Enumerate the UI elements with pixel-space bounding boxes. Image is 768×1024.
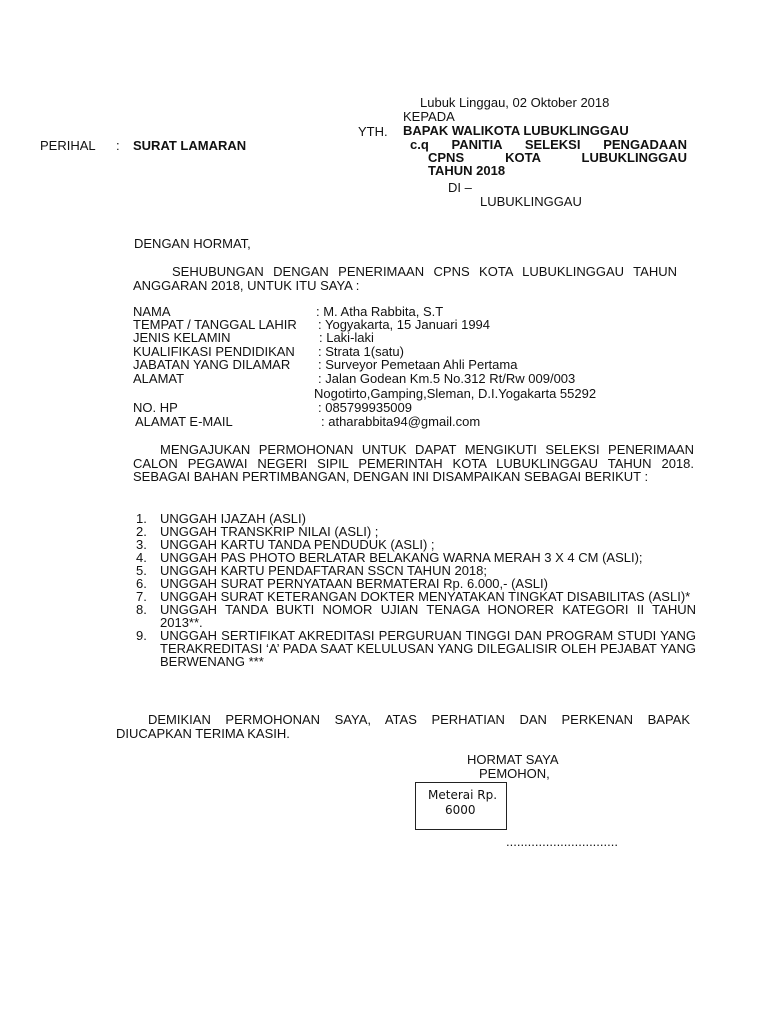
list-number: 2. bbox=[136, 524, 147, 539]
field-label: ALAMAT bbox=[133, 371, 185, 386]
stamp-box bbox=[415, 782, 507, 830]
field-value: Nogotirto,Gamping,Sleman, D.I.Yogakarta 55292 bbox=[314, 386, 597, 401]
list-text: UNGGAH SURAT PERNYATAAN BERMATERAI Rp. 6.000,- (ASLI) bbox=[160, 576, 548, 591]
signature-line-1: HORMAT SAYA bbox=[467, 752, 559, 767]
kepada-label: KEPADA bbox=[403, 109, 455, 124]
field-value: : Laki-laki bbox=[319, 330, 374, 345]
field-label: ALAMAT E-MAIL bbox=[135, 414, 233, 429]
di-label: DI – bbox=[448, 180, 472, 195]
stamp-line-2: 6000 bbox=[445, 803, 476, 817]
list-number: 3. bbox=[136, 537, 147, 552]
field-label: KUALIFIKASI PENDIDIKAN bbox=[133, 344, 295, 359]
place-date: Lubuk Linggau, 02 Oktober 2018 bbox=[420, 95, 610, 110]
list-text: UNGGAH TANDA BUKTI NOMOR UJIAN TENAGA HONORER KATEGORI II TAHUN 2013**. bbox=[160, 602, 696, 630]
list-text: UNGGAH SURAT KETERANGAN DOKTER MENYATAKAN TINGKAT DISABILITAS (ASLI)* bbox=[160, 589, 691, 604]
field-value: : atharabbita94@gmail.com bbox=[321, 414, 481, 429]
perihal-value: SURAT LAMARAN bbox=[133, 138, 247, 153]
field-value: : Jalan Godean Km.5 No.312 Rt/Rw 009/003 bbox=[318, 371, 576, 386]
list-number: 8. bbox=[136, 602, 147, 617]
stamp-line-1: Meterai Rp. bbox=[428, 788, 498, 802]
list-item bbox=[136, 603, 696, 629]
list-text: UNGGAH PAS PHOTO BERLATAR BELAKANG WARNA MERAH 3 X 4 CM (ASLI); bbox=[160, 550, 643, 565]
signature-dots: ............................... bbox=[506, 834, 618, 849]
field-value: : 085799935009 bbox=[318, 400, 412, 415]
list-text: UNGGAH KARTU TANDA PENDUDUK (ASLI) ; bbox=[160, 537, 435, 552]
field-value: : Surveyor Pemetaan Ahli Pertama bbox=[318, 357, 518, 372]
greeting: DENGAN HORMAT, bbox=[134, 236, 251, 251]
recipient-line-3: CPNS KOTA LUBUKLINGGAU bbox=[428, 150, 687, 165]
field-value: : Yogyakarta, 15 Januari 1994 bbox=[318, 317, 491, 332]
list-text: UNGGAH TRANSKRIP NILAI (ASLI) ; bbox=[160, 524, 379, 539]
perihal-colon: : bbox=[116, 138, 120, 153]
list-text: UNGGAH SERTIFIKAT AKREDITASI PERGURUAN TINGGI DAN PROGRAM STUDI YANG TERAKREDITASI ‘A’ PADA SAAT KELULUSAN YANG DILEGALISIR OLEH PEJABAT YANG BERWENANG *** bbox=[160, 628, 696, 669]
field-label: JENIS KELAMIN bbox=[133, 330, 231, 345]
list-number: 6. bbox=[136, 576, 147, 591]
list-number: 5. bbox=[136, 563, 147, 578]
list-number: 4. bbox=[136, 550, 147, 565]
yth-label: YTH. bbox=[358, 124, 388, 139]
list-number: 1. bbox=[136, 511, 147, 526]
attachment-list bbox=[136, 512, 696, 668]
field-label: JABATAN YANG DILAMAR bbox=[133, 357, 291, 372]
field-label: NAMA bbox=[133, 304, 171, 319]
perihal-label: PERIHAL bbox=[40, 138, 96, 153]
list-number: 7. bbox=[136, 589, 147, 604]
city-label: LUBUKLINGGAU bbox=[480, 194, 582, 209]
list-item bbox=[136, 629, 696, 668]
list-number: 9. bbox=[136, 628, 147, 643]
field-value: : M. Atha Rabbita, S.T bbox=[316, 304, 444, 319]
recipient-line-1: BAPAK WALIKOTA LUBUKLINGGAU bbox=[403, 123, 629, 138]
field-label: NO. HP bbox=[133, 400, 178, 415]
signature-line-2: PEMOHON, bbox=[479, 766, 550, 781]
intro-paragraph: SEHUBUNGAN DENGAN PENERIMAAN CPNS KOTA LUBUKLINGGAU TAHUN ANGGARAN 2018, UNTUK ITU SAYA : bbox=[133, 264, 677, 293]
field-label: TEMPAT / TANGGAL LAHIR bbox=[133, 317, 297, 332]
field-value: : Strata 1(satu) bbox=[318, 344, 404, 359]
recipient-line-4: TAHUN 2018 bbox=[428, 163, 506, 178]
request-paragraph: MENGAJUKAN PERMOHONAN UNTUK DAPAT MENGIKUTI SELEKSI PENERIMAAN CALON PEGAWAI NEGERI SIPIL PEMERINTAH KOTA LUBUKLINGGAU TAHUN 2018. SEBAGAI BAHAN PERTIMBANGAN, DENGAN INI DISAMPAIKAN SEBAGAI BERIKUT : bbox=[133, 442, 694, 484]
list-text: UNGGAH KARTU PENDAFTARAN SSCN TAHUN 2018; bbox=[160, 563, 487, 578]
recipient-line-2: c.q PANITIA SELEKSI PENGADAAN bbox=[410, 137, 687, 152]
list-text: UNGGAH IJAZAH (ASLI) bbox=[160, 511, 306, 526]
closing-paragraph: DEMIKIAN PERMOHONAN SAYA, ATAS PERHATIAN DAN PERKENAN BAPAK DIUCAPKAN TERIMA KASIH. bbox=[116, 712, 690, 741]
